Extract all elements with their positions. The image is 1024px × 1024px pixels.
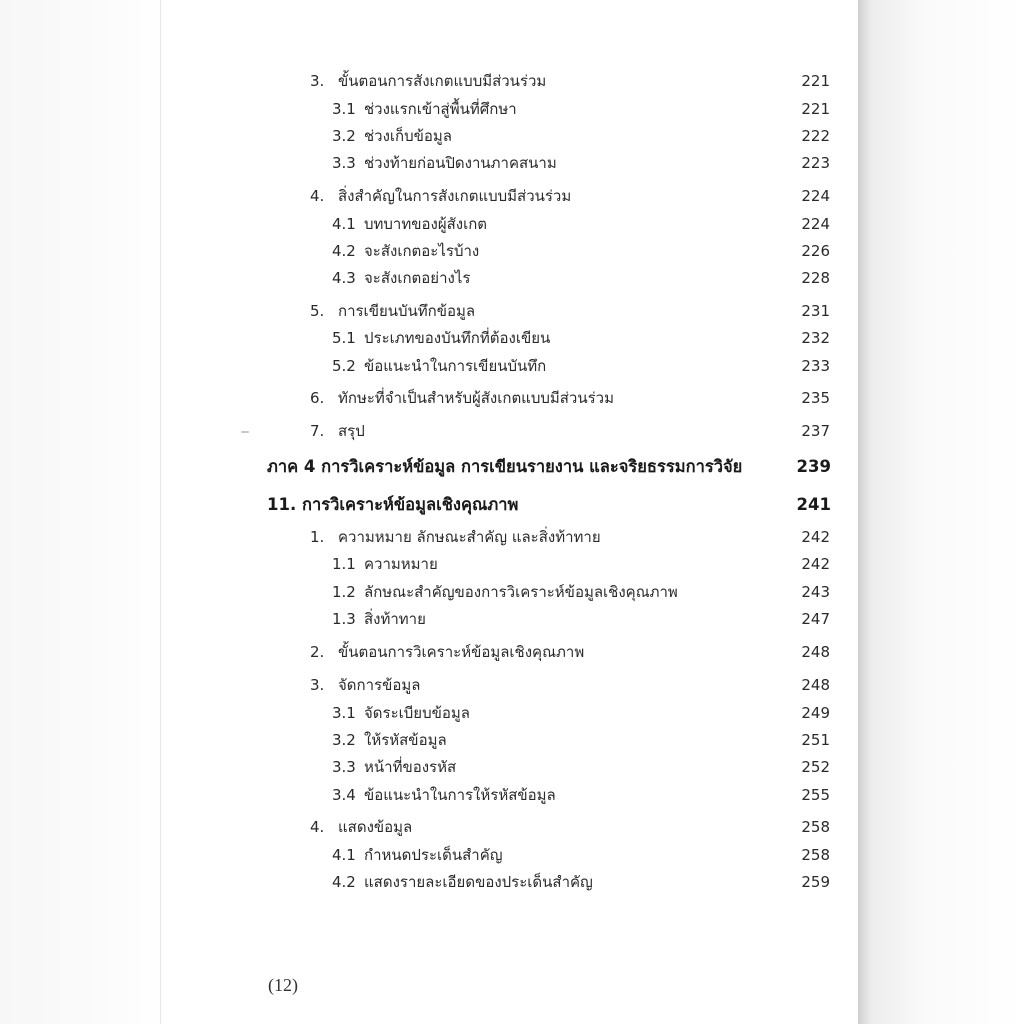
entry-title: ช่วงท้ายก่อนปิดงานภาคสนาม bbox=[364, 154, 557, 172]
entry-title: ช่วงแรกเข้าสู่พื้นที่ศึกษา bbox=[364, 100, 517, 118]
entry-title: สิ่งสำคัญในการสังเกตแบบมีส่วนร่วม bbox=[338, 187, 572, 205]
toc-entry bbox=[170, 69, 830, 93]
entry-page: 242 bbox=[801, 555, 830, 573]
entry-number: 7. bbox=[310, 422, 325, 440]
entry-number: 4. bbox=[310, 818, 325, 836]
page-gutter-left bbox=[0, 0, 168, 1024]
entry-number: 2. bbox=[310, 643, 325, 661]
toc-page bbox=[170, 0, 858, 1024]
entry-page: 224 bbox=[801, 215, 830, 233]
entry-title: ให้รหัสข้อมูล bbox=[364, 731, 447, 749]
toc-subentry bbox=[170, 124, 830, 148]
entry-number: 5. bbox=[310, 302, 325, 320]
toc-subentry bbox=[170, 755, 830, 779]
entry-page: 224 bbox=[801, 187, 830, 205]
entry-page: 231 bbox=[801, 302, 830, 320]
entry-number: 3.2 bbox=[332, 127, 356, 145]
entry-page: 252 bbox=[801, 758, 830, 776]
entry-title: ข้อแนะนำในการเขียนบันทึก bbox=[364, 357, 547, 375]
entry-page: 259 bbox=[801, 873, 830, 891]
entry-title: ทักษะที่จำเป็นสำหรับผู้สังเกตแบบมีส่วนร่วม bbox=[338, 389, 614, 407]
toc-subentry bbox=[170, 552, 830, 576]
entry-number: 3.1 bbox=[332, 704, 356, 722]
toc-subentry bbox=[170, 151, 830, 175]
part-title: ภาค 4 การวิเคราะห์ข้อมูล การเขียนรายงาน และจริยธรรมการวิจัย bbox=[267, 457, 743, 476]
entry-number: 4.2 bbox=[332, 242, 356, 260]
entry-number: 5.1 bbox=[332, 329, 356, 347]
entry-page: 221 bbox=[801, 72, 830, 90]
entry-title: ความหมาย ลักษณะสำคัญ และสิ่งท้าทาย bbox=[338, 528, 601, 546]
entry-number: 1.2 bbox=[332, 583, 356, 601]
entry-number: 3.3 bbox=[332, 758, 356, 776]
entry-number: 5.2 bbox=[332, 357, 356, 375]
entry-page: 258 bbox=[801, 846, 830, 864]
entry-title: การเขียนบันทึกข้อมูล bbox=[338, 302, 476, 320]
toc-subentry bbox=[170, 783, 830, 807]
entry-title: ประเภทของบันทึกที่ต้องเขียน bbox=[364, 329, 551, 347]
entry-number: 4.1 bbox=[332, 215, 356, 233]
entry-title: บทบาทของผู้สังเกต bbox=[364, 215, 488, 233]
entry-title: ข้อแนะนำในการให้รหัสข้อมูล bbox=[364, 786, 556, 804]
entry-page: 251 bbox=[801, 731, 830, 749]
entry-number: 3. bbox=[310, 72, 325, 90]
entry-number: 3.2 bbox=[332, 731, 356, 749]
toc-entry bbox=[170, 184, 830, 208]
toc-subentry bbox=[170, 843, 830, 867]
toc-subentry bbox=[170, 212, 830, 236]
entry-page: 222 bbox=[801, 127, 830, 145]
entry-number: 4.2 bbox=[332, 873, 356, 891]
entry-number: 1.1 bbox=[332, 555, 356, 573]
entry-page: 235 bbox=[801, 389, 830, 407]
part-page: 239 bbox=[796, 457, 831, 476]
entry-page: 255 bbox=[801, 786, 830, 804]
entry-title: จะสังเกตอะไรบ้าง bbox=[364, 242, 480, 260]
toc-subentry bbox=[170, 326, 830, 350]
entry-page: 232 bbox=[801, 329, 830, 347]
entry-number: 4.1 bbox=[332, 846, 356, 864]
entry-page: 258 bbox=[801, 818, 830, 836]
toc-entry bbox=[170, 419, 830, 443]
toc-subentry bbox=[170, 239, 830, 263]
entry-page: 221 bbox=[801, 100, 830, 118]
entry-page: 223 bbox=[801, 154, 830, 172]
entry-page: 226 bbox=[801, 242, 830, 260]
entry-title: แสดงข้อมูล bbox=[338, 818, 413, 836]
page-edge-left bbox=[160, 0, 161, 1024]
toc-entry bbox=[170, 299, 830, 323]
entry-title: ความหมาย bbox=[364, 555, 438, 573]
toc-entry bbox=[170, 815, 830, 839]
entry-page: 242 bbox=[801, 528, 830, 546]
entry-page: 248 bbox=[801, 676, 830, 694]
part-heading bbox=[170, 455, 830, 479]
entry-page: 248 bbox=[801, 643, 830, 661]
entry-title: จะสังเกตอย่างไร bbox=[364, 269, 471, 287]
page-folio: (12) bbox=[268, 975, 298, 995]
entry-page: 237 bbox=[801, 422, 830, 440]
entry-number: 3. bbox=[310, 676, 325, 694]
entry-page: 228 bbox=[801, 269, 830, 287]
entry-page: 243 bbox=[801, 583, 830, 601]
toc-entry bbox=[170, 673, 830, 697]
entry-number: 4.3 bbox=[332, 269, 356, 287]
toc-subentry bbox=[170, 580, 830, 604]
toc-subentry bbox=[170, 266, 830, 290]
entry-title: จัดการข้อมูล bbox=[338, 676, 421, 694]
entry-number: 3.4 bbox=[332, 786, 356, 804]
entry-title: หน้าที่ของรหัส bbox=[364, 758, 457, 776]
toc-subentry bbox=[170, 870, 830, 894]
page-gutter-shadow bbox=[858, 0, 1024, 1024]
entry-page: 233 bbox=[801, 357, 830, 375]
entry-page: 249 bbox=[801, 704, 830, 722]
entry-number: 1.3 bbox=[332, 610, 356, 628]
chapter-heading bbox=[170, 493, 830, 517]
entry-number: 3.3 bbox=[332, 154, 356, 172]
entry-title: สรุป bbox=[338, 422, 365, 440]
toc-subentry bbox=[170, 701, 830, 725]
entry-title: ช่วงเก็บข้อมูล bbox=[364, 127, 453, 145]
toc-entry bbox=[170, 640, 830, 664]
toc-subentry bbox=[170, 728, 830, 752]
entry-page: 247 bbox=[801, 610, 830, 628]
toc-subentry bbox=[170, 97, 830, 121]
toc-entry bbox=[170, 525, 830, 549]
entry-title: สิ่งท้าทาย bbox=[364, 610, 426, 628]
entry-number: 4. bbox=[310, 187, 325, 205]
entry-number: 6. bbox=[310, 389, 325, 407]
entry-number: 1. bbox=[310, 528, 325, 546]
entry-title: ขั้นตอนการวิเคราะห์ข้อมูลเชิงคุณภาพ bbox=[338, 643, 585, 661]
entry-title: จัดระเบียบข้อมูล bbox=[364, 704, 470, 722]
entry-title: ลักษณะสำคัญของการวิเคราะห์ข้อมูลเชิงคุณภาพ bbox=[364, 583, 678, 601]
chapter-page: 241 bbox=[796, 495, 831, 514]
entry-number: 3.1 bbox=[332, 100, 356, 118]
entry-title: ขั้นตอนการสังเกตแบบมีส่วนร่วม bbox=[338, 72, 547, 90]
toc-subentry bbox=[170, 607, 830, 631]
toc-entry bbox=[170, 386, 830, 410]
entry-title: กำหนดประเด็นสำคัญ bbox=[364, 846, 503, 864]
entry-title: แสดงรายละเอียดของประเด็นสำคัญ bbox=[364, 873, 593, 891]
toc-subentry bbox=[170, 354, 830, 378]
chapter-title: 11. การวิเคราะห์ข้อมูลเชิงคุณภาพ bbox=[267, 495, 519, 514]
